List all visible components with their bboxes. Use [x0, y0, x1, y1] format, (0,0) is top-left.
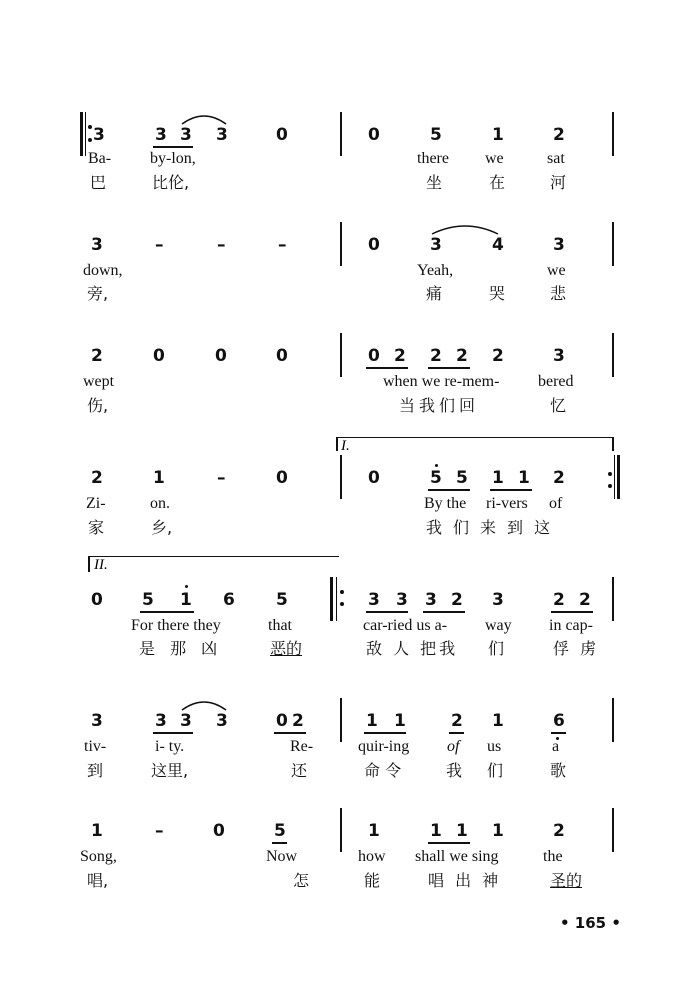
- note: 5: [456, 468, 468, 488]
- eighth-underline: [366, 367, 408, 369]
- note: 3: [396, 590, 408, 610]
- repeat-dot: [340, 602, 344, 606]
- eighth-underline: [140, 611, 194, 613]
- eighth-underline: [366, 611, 408, 613]
- barline: [340, 333, 342, 377]
- lyric-en: By the: [424, 495, 467, 512]
- barline: [612, 333, 614, 377]
- lyric-zh: 这里,: [151, 761, 189, 780]
- lyric-en: For there they: [131, 617, 221, 634]
- eighth-underline: [428, 367, 470, 369]
- lyric-zh: 我: [446, 761, 463, 780]
- barline: [612, 698, 614, 742]
- eighth-underline: [423, 611, 465, 613]
- barline: [340, 222, 342, 266]
- note: 3: [216, 125, 228, 145]
- lyric-en: wept: [83, 373, 115, 390]
- barline: [612, 222, 614, 266]
- repeat-dot: [88, 125, 92, 129]
- lyric-zh: 我们来到这: [426, 518, 562, 537]
- lyric-zh: 到: [87, 761, 104, 780]
- lyric-en: the: [543, 848, 563, 865]
- lyric-zh: 哭: [489, 284, 506, 303]
- repeat-dot: [608, 484, 612, 488]
- note: 1: [394, 711, 406, 731]
- lyric-en: on.: [150, 495, 170, 512]
- eighth-underline: [490, 489, 532, 491]
- note: 1: [180, 590, 192, 610]
- high-octave-dot: [435, 464, 438, 467]
- dash: –: [217, 235, 226, 255]
- note: 1: [492, 821, 504, 841]
- note: 2: [91, 468, 103, 488]
- lyric-zh: 忆: [550, 396, 567, 415]
- note: 0: [368, 468, 380, 488]
- lyric-en: shall we sing: [415, 848, 499, 865]
- eighth-underline: [153, 146, 193, 148]
- first-ending-bracket: [336, 437, 613, 438]
- lyric-zh: 当我们回: [399, 396, 480, 415]
- slur: [180, 698, 230, 712]
- volta-edge: [612, 437, 614, 451]
- lyric-zh: 坐: [426, 173, 443, 192]
- lyric-en: there: [417, 150, 449, 167]
- lyric-en: sat: [547, 150, 565, 167]
- note: 3: [553, 346, 565, 366]
- note: 3: [91, 711, 103, 731]
- note: 3: [492, 590, 504, 610]
- page-number: • 165 •: [560, 914, 621, 932]
- note: 1: [492, 711, 504, 731]
- note: 5: [430, 468, 442, 488]
- lyric-zh: 痛: [426, 284, 443, 303]
- barline: [612, 112, 614, 156]
- eighth-underline: [153, 732, 193, 734]
- repeat-start-barline: [80, 112, 83, 156]
- lyric-en: Re-: [290, 738, 314, 755]
- note: 6: [223, 590, 235, 610]
- lyric-zh: 们: [487, 761, 504, 780]
- note: 1: [368, 821, 380, 841]
- lyric-zh: 们: [488, 639, 505, 658]
- note: 1: [518, 468, 530, 488]
- slur: [430, 222, 502, 236]
- note: 1: [430, 821, 442, 841]
- second-ending-bracket: [88, 556, 339, 557]
- lyric-zh: 唱 出 神: [428, 871, 502, 890]
- note: 0: [276, 468, 288, 488]
- note: 2: [492, 346, 504, 366]
- note: 2: [430, 346, 442, 366]
- note: 4: [492, 235, 504, 255]
- lyric-zh: 河: [550, 173, 567, 192]
- lyric-en: of: [447, 738, 460, 755]
- note: 1: [91, 821, 103, 841]
- note: 2: [451, 711, 463, 731]
- note: 1: [456, 821, 468, 841]
- note: 3: [155, 125, 167, 145]
- lyric-en: i- ty.: [155, 738, 185, 755]
- barline-thin: [336, 577, 337, 621]
- note: 3: [430, 235, 442, 255]
- eighth-underline: [449, 732, 464, 734]
- note: 2: [553, 821, 565, 841]
- lyric-zh: 歌: [550, 761, 567, 780]
- lyric-zh: 恶的: [270, 639, 303, 658]
- lyric-en: bered: [538, 373, 574, 390]
- note: 0: [368, 235, 380, 255]
- lyric-zh: 在: [489, 173, 506, 192]
- repeat-dot: [608, 472, 612, 476]
- lyric-en: that: [268, 617, 292, 634]
- note: 2: [91, 346, 103, 366]
- note: 2: [394, 346, 406, 366]
- lyric-en: by-lon,: [150, 150, 196, 167]
- barline-thin: [614, 455, 615, 499]
- lyric-zh: 怎: [293, 871, 310, 890]
- note: 2: [553, 125, 565, 145]
- lyric-zh: 是 那 凶: [139, 639, 223, 658]
- lyric-zh: 圣的: [550, 871, 583, 890]
- note: 2: [292, 711, 304, 731]
- barline: [612, 577, 614, 621]
- note: 5: [430, 125, 442, 145]
- lyric-en: a: [552, 738, 560, 755]
- lyric-en: down,: [83, 262, 123, 279]
- note: 3: [425, 590, 437, 610]
- note: 3: [180, 125, 192, 145]
- note: 3: [91, 235, 103, 255]
- note: 1: [492, 468, 504, 488]
- lyric-en: of: [549, 495, 563, 512]
- eighth-underline: [428, 489, 470, 491]
- lyric-en: Ba-: [88, 150, 112, 167]
- second-ending-label: II.: [94, 557, 108, 573]
- lyric-en: when we re-mem-: [383, 373, 500, 390]
- note: 2: [553, 468, 565, 488]
- eighth-underline: [428, 842, 470, 844]
- lyric-zh: 俘 虏: [553, 639, 600, 658]
- barline: [340, 112, 342, 156]
- note: 0: [153, 346, 165, 366]
- lyric-en: we: [547, 262, 566, 279]
- lyric-en: tiv-: [84, 738, 107, 755]
- note: 3: [155, 711, 167, 731]
- eighth-underline: [551, 611, 593, 613]
- note: 3: [216, 711, 228, 731]
- note: 5: [276, 590, 288, 610]
- slur: [180, 112, 230, 126]
- lyric-zh: 命 令: [364, 761, 402, 780]
- lyric-zh: 悲: [550, 284, 567, 303]
- lyric-zh: 敌 人 把我: [366, 639, 459, 658]
- note: 3: [368, 590, 380, 610]
- lyric-zh: 乡,: [151, 518, 173, 537]
- lyric-en: ri-vers: [486, 495, 528, 512]
- lyric-zh: 能: [364, 871, 381, 890]
- note: 2: [451, 590, 463, 610]
- repeat-dot: [88, 138, 92, 142]
- dash: –: [155, 235, 164, 255]
- note: 5: [274, 821, 286, 841]
- lyric-en: Now: [266, 848, 298, 865]
- lyric-en: quir-ing: [358, 738, 410, 755]
- repeat-start-barline: [330, 577, 333, 621]
- lyric-en: in cap-: [549, 617, 593, 634]
- note: 0: [276, 346, 288, 366]
- lyric-en: how: [358, 848, 386, 865]
- lyric-zh: 家: [88, 518, 105, 537]
- barline: [612, 808, 614, 852]
- eighth-underline: [272, 842, 287, 844]
- eighth-underline: [364, 732, 406, 734]
- high-octave-dot: [185, 585, 188, 588]
- note: 1: [366, 711, 378, 731]
- lyric-zh: 旁,: [87, 284, 109, 303]
- repeat-dot: [340, 590, 344, 594]
- lyric-zh: 伤,: [87, 396, 109, 415]
- note: 0: [276, 711, 288, 731]
- volta-edge: [336, 437, 338, 451]
- note: 0: [276, 125, 288, 145]
- note: 6: [553, 711, 565, 731]
- lyric-zh: 还: [291, 761, 308, 780]
- lyric-en: way: [485, 617, 512, 634]
- note: 3: [180, 711, 192, 731]
- lyric-en: we: [485, 150, 504, 167]
- note: 3: [93, 125, 105, 145]
- lyric-en: Song,: [80, 848, 117, 865]
- note: 2: [456, 346, 468, 366]
- note: 0: [368, 346, 380, 366]
- note: 0: [213, 821, 225, 841]
- lyric-zh: 巴: [90, 173, 107, 192]
- note: 2: [553, 590, 565, 610]
- note: 3: [553, 235, 565, 255]
- lyric-en: Zi-: [86, 495, 106, 512]
- eighth-underline: [274, 732, 306, 734]
- note: 5: [142, 590, 154, 610]
- repeat-end-barline: [617, 455, 620, 499]
- barline: [340, 455, 342, 499]
- lyric-zh: 比伦,: [152, 173, 190, 192]
- note: 2: [579, 590, 591, 610]
- dash: –: [278, 235, 287, 255]
- barline-thin: [85, 112, 86, 156]
- barline: [340, 808, 342, 852]
- note: 1: [153, 468, 165, 488]
- volta-edge: [88, 556, 90, 572]
- lyric-en: Yeah,: [417, 262, 454, 279]
- note: 1: [492, 125, 504, 145]
- barline: [340, 698, 342, 742]
- dash: –: [155, 821, 164, 841]
- lyric-en: car-ried us a-: [363, 617, 448, 634]
- dash: –: [217, 468, 226, 488]
- lyric-en: us: [487, 738, 502, 755]
- first-ending-label: I.: [341, 438, 350, 454]
- eighth-underline: [551, 732, 566, 734]
- note: 0: [215, 346, 227, 366]
- note: 0: [91, 590, 103, 610]
- note: 0: [368, 125, 380, 145]
- lyric-zh: 唱,: [87, 871, 109, 890]
